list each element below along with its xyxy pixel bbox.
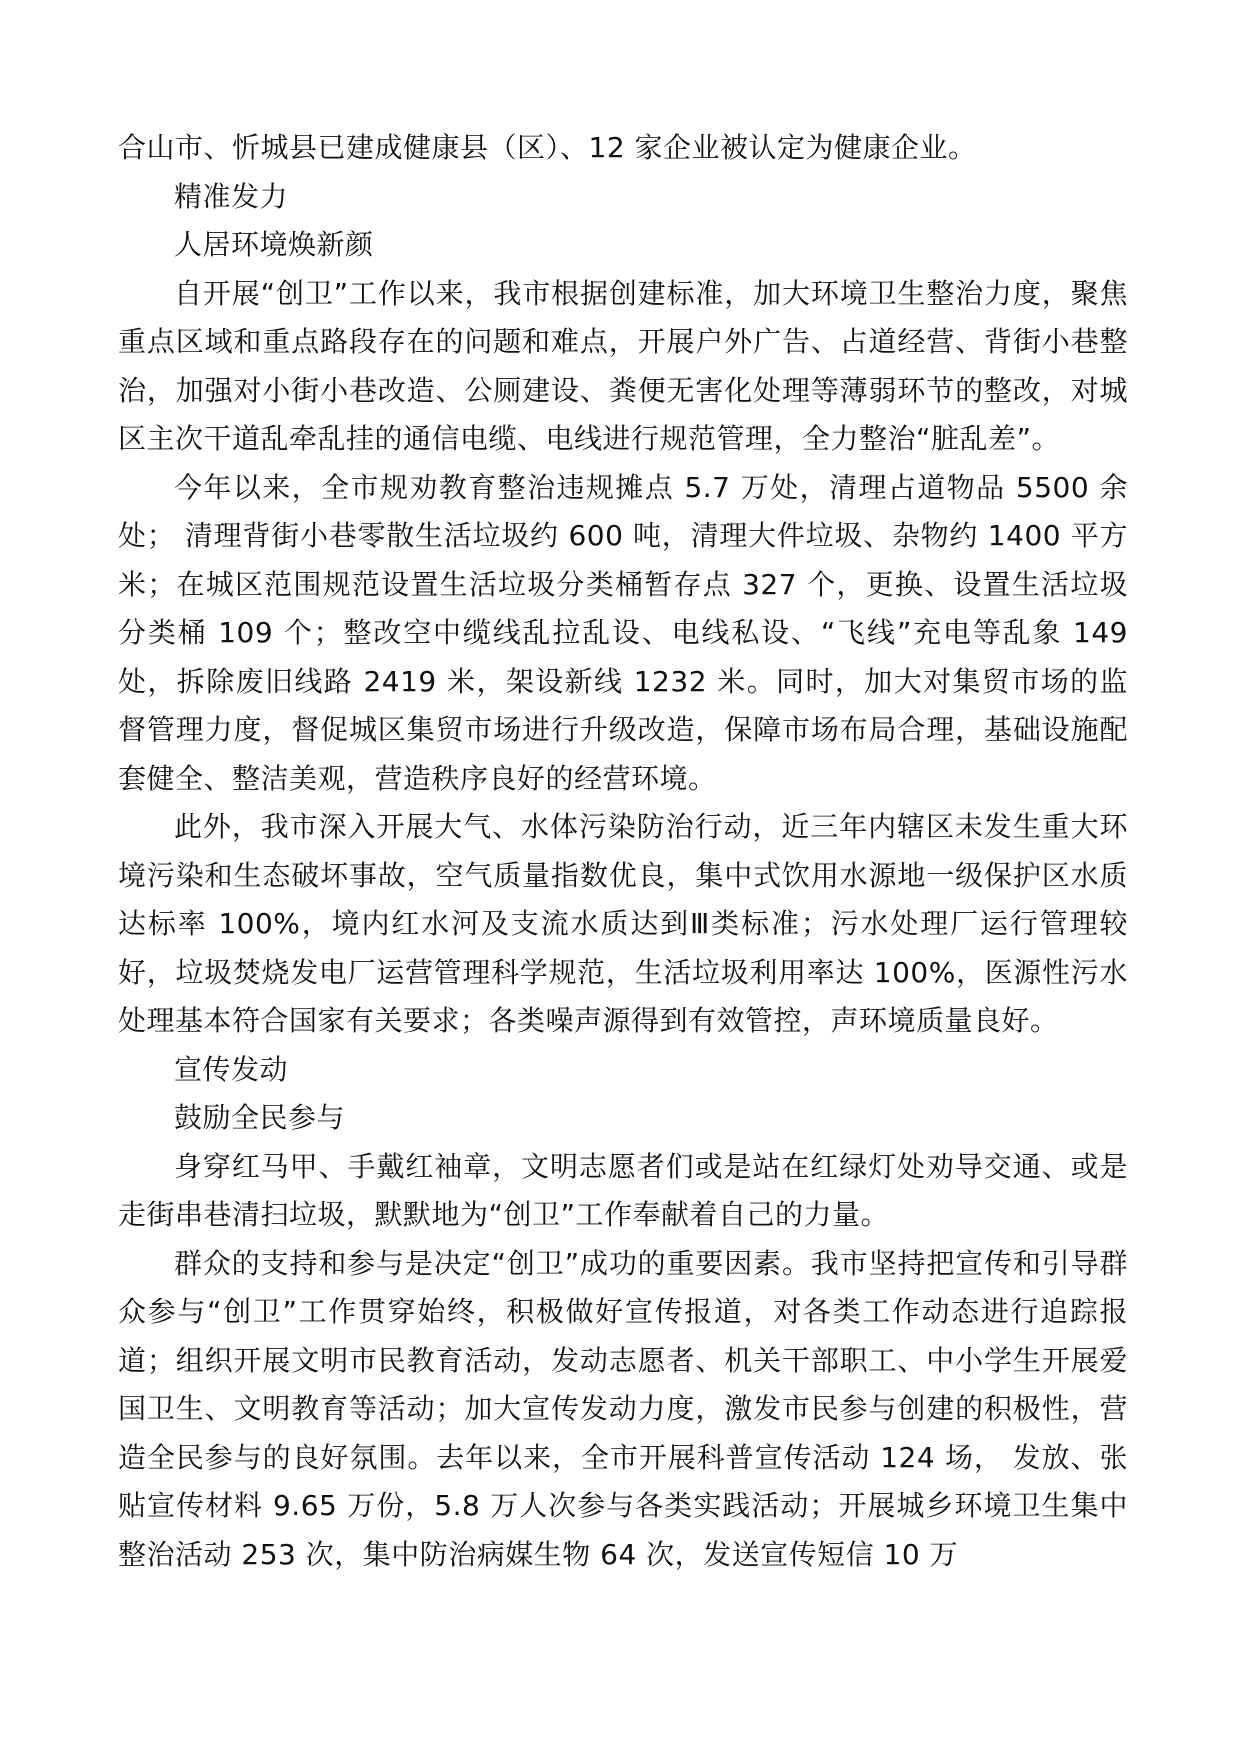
paragraph-pollution-control: 此外，我市深入开展大气、水体污染防治行动，近三年内辖区未发生重大环境污染和生态破坏事故，空气质量指数优良，集中式饮用水源地一级保护区水质达标率 100%，境内红水河及支流水质达到Ⅲ类标准；污水处理厂运行管理较好，垃圾焚烧发电厂运营管理科学规范，生活垃圾利用率达 100%，医源性污水处理基本符合国家有关要求；各类噪声源得到有效管控，声环境质量良好。 (118, 810, 1128, 1037)
document-body (118, 124, 1128, 1579)
paragraph-volunteers: 身穿红马甲、手戴红袖章，文明志愿者们或是站在红绿灯处劝导交通、或是走街串巷清扫垃圾，默默地为“创卫”工作奉献着自己的力量。 (118, 1149, 1128, 1231)
section-subheading-living-environment: 人居环境焕新颜 (174, 228, 374, 261)
paragraph-continuation: 合山市、忻城县已建成健康县（区）、12 家企业被认定为健康企业。 (118, 131, 977, 164)
paragraph-environment-rectification: 自开展“创卫”工作以来，我市根据创建标准，加大环境卫生整治力度，聚焦重点区域和重点路段存在的问题和难点，开展户外广告、占道经营、背街小巷整治，加强对小街小巷改造、公厕建设、粪便无害化处理等薄弱环节的整改，对城区主次干道乱牵乱挂的通信电缆、电线进行规范管理，全力整治“脏乱差”。 (118, 276, 1128, 455)
section-heading-publicity: 宣传发动 (174, 1052, 289, 1086)
paragraph-rectification-statistics: 今年以来，全市规劝教育整治违规摊点 5.7 万处，清理占道物品 5500 余处； 清理背街小巷零散生活垃圾约 600 吨，清理大件垃圾、杂物约 1400 平方米；在城区范围规范设置生活垃圾分类桶暂存点 327 个，更换、设置生活垃圾分类桶 109 个；整改空中缆线乱拉乱设、电线私设、“飞线”充电等乱象 149 处，拆除废旧线路 2419 米，架设新线 1232 米。同时，加大对集贸市场的监督管理力度，督促城区集贸市场进行升级改造，保障市场布局合理，基础设施配套健全、整洁美观，营造秩序良好的经营环境。 (118, 470, 1128, 795)
section-subheading-public-participation: 鼓励全民参与 (174, 1101, 346, 1134)
section-heading-precise-effort: 精准发力 (174, 179, 289, 213)
paragraph-public-support: 群众的支持和参与是决定“创卫”成功的重要因素。我市坚持把宣传和引导群众参与“创卫”工作贯穿始终，积极做好宣传报道，对各类工作动态进行追踪报道；组织开展文明市民教育活动，发动志愿者、机关干部职工、中小学生开展爱国卫生、文明教育等活动；加大宣传发动力度，激发市民参与创建的积极性，营造全民参与的良好氛围。去年以来，全市开展科普宣传活动 124 场， 发放、张贴宣传材料 9.65 万份，5.8 万人次参与各类实践活动；开展城乡环境卫生集中整治活动 253 次，集中防治病媒生物 64 次，发送宣传短信 10 万 (118, 1246, 1128, 1571)
